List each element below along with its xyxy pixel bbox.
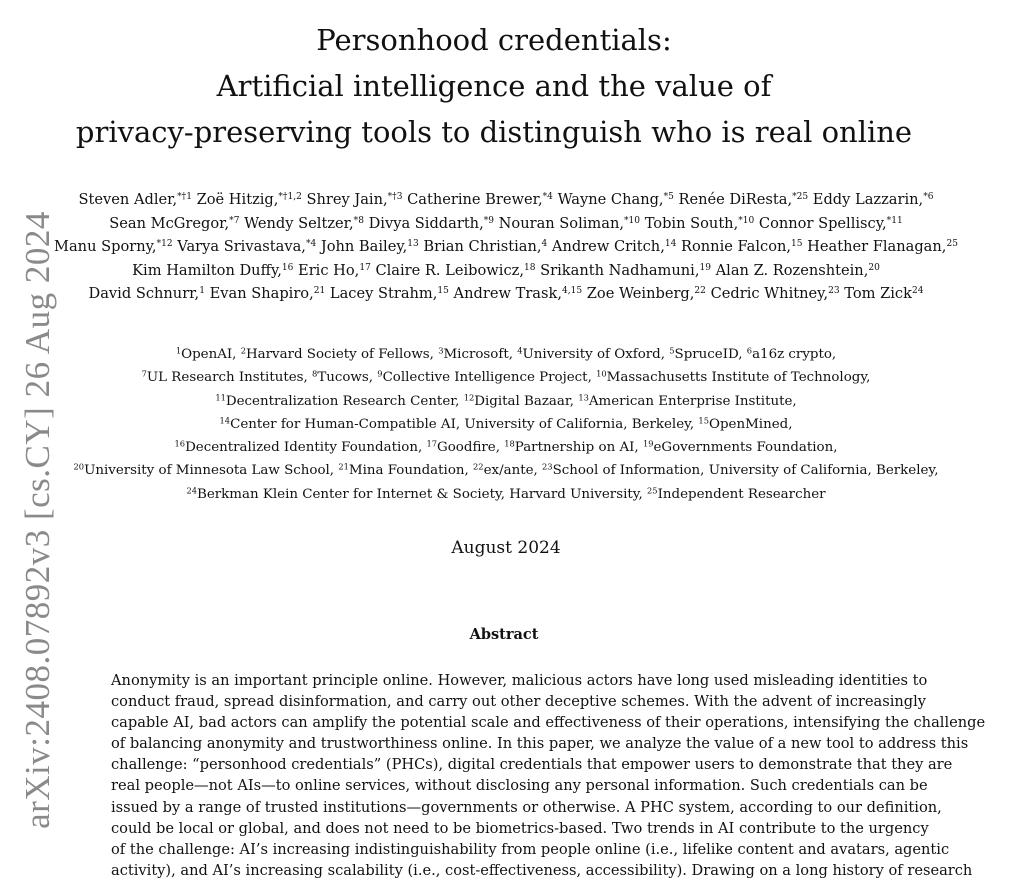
affiliation-name: Berkman Klein Center for Internet & Society, Harvard University, xyxy=(197,486,648,502)
author-name: Eddy Lazzarin, xyxy=(808,191,924,208)
author-affiliation-marker: *†1 xyxy=(177,192,192,203)
affiliation-number: 25 xyxy=(647,485,658,496)
title-line: privacy-preserving tools to distinguish who is real online xyxy=(75,115,913,149)
affiliation-number: 22 xyxy=(473,461,484,472)
author-affiliation-marker: *25 xyxy=(792,192,809,203)
author-affiliation-marker: 16 xyxy=(281,262,294,273)
affiliation-name: Partnership on AI, xyxy=(514,440,643,456)
affiliation-line xyxy=(0,413,1012,436)
affiliation-number: 16 xyxy=(174,438,186,449)
author-name: Srikanth Nadhamuni, xyxy=(535,261,700,279)
author-name: Sean McGregor, xyxy=(109,214,230,232)
author-list xyxy=(0,188,1012,306)
abstract-line: real people—not AIs—to online services, without disclosing any personal information. Such credentials can be xyxy=(111,777,928,795)
abstract-line: challenge: “personhood credentials” (PHCs), digital credentials that empower users to demonstrate that they are xyxy=(111,756,953,774)
author-affiliation-marker: 25 xyxy=(946,239,958,250)
affiliation-name: Decentralization Research Center, xyxy=(225,393,464,409)
affiliation-name: Center for Human-Compatible AI, University of California, Berkeley, xyxy=(230,416,699,432)
affiliation-name: University of Minnesota Law School, xyxy=(84,463,339,479)
affiliation-number: 11 xyxy=(215,392,226,403)
affiliation-name: University of Oxford, xyxy=(522,347,670,362)
author-name: Shrey Jain, xyxy=(301,191,388,208)
author-affiliation-marker: *12 xyxy=(156,239,173,250)
affiliation-line xyxy=(0,459,1012,482)
author-name: Steven Adler, xyxy=(78,191,178,208)
affiliation-name: Harvard Society of Fellows, xyxy=(245,347,439,362)
abstract-heading: Abstract xyxy=(469,626,539,643)
author-affiliation-marker: 4,15 xyxy=(561,286,583,297)
abstract-line: could be local or global, and does not need to be biometrics-based. Two trends in AI contribute to the urgency xyxy=(111,819,929,837)
author-affiliation-marker: *9 xyxy=(483,215,494,226)
author-name: Heather Flanagan, xyxy=(802,238,947,255)
affiliation-number: 14 xyxy=(219,415,231,426)
author-affiliation-marker: *4 xyxy=(305,239,317,250)
affiliation-name: Mina Foundation, xyxy=(348,463,474,479)
author-affiliation-marker: 19 xyxy=(699,262,711,273)
author-line xyxy=(0,188,1012,212)
author-affiliation-marker: 18 xyxy=(523,262,536,273)
affiliation-number: 15 xyxy=(698,415,709,426)
author-affiliation-marker: 15 xyxy=(437,286,449,297)
arxiv-identifier-stamp: arXiv:2408.07892v3 [cs.CY] 26 Aug 2024 xyxy=(18,211,57,829)
abstract-body xyxy=(111,670,986,881)
affiliation-number: 24 xyxy=(186,485,198,496)
author-affiliation-marker: 4 xyxy=(541,239,548,250)
affiliation-number: 10 xyxy=(596,368,607,379)
author-name: Renée DiResta, xyxy=(673,191,793,208)
author-affiliation-marker: 23 xyxy=(828,286,840,297)
author-affiliation-marker: 22 xyxy=(694,286,706,297)
affiliation-name: eGovernments Foundation, xyxy=(653,440,838,456)
author-affiliation-marker: *†1,2 xyxy=(278,192,302,203)
author-name: Tobin South, xyxy=(640,214,739,232)
author-affiliation-marker: *10 xyxy=(624,215,641,226)
author-affiliation-marker: *6 xyxy=(923,192,934,203)
author-name: Cedric Whitney, xyxy=(705,285,829,302)
author-affiliation-marker: *10 xyxy=(738,215,755,226)
author-affiliation-marker: *†3 xyxy=(387,192,403,203)
affiliation-name: OpenAI, xyxy=(181,347,241,362)
author-line xyxy=(0,259,1012,283)
author-name: Wayne Chang, xyxy=(552,191,664,208)
author-name: David Schnurr, xyxy=(88,285,200,302)
affiliation-list xyxy=(0,343,1012,506)
author-name: Claire R. Leibowicz, xyxy=(370,261,524,279)
affiliation-name: School of Information, University of California, Berkeley, xyxy=(552,463,939,479)
affiliation-number: 2 xyxy=(240,345,246,356)
author-affiliation-marker: *7 xyxy=(229,215,240,226)
author-affiliation-marker: 21 xyxy=(313,286,326,297)
affiliation-name: Independent Researcher xyxy=(657,486,826,502)
affiliation-number: 1 xyxy=(175,345,182,356)
affiliation-name: ex/ante, xyxy=(483,463,543,479)
affiliation-name: Microsoft, xyxy=(443,347,518,362)
author-name: Kim Hamilton Duffy, xyxy=(132,261,282,279)
author-name: Catherine Brewer, xyxy=(402,191,543,208)
author-name: Manu Sporny, xyxy=(54,238,157,255)
author-name: Evan Shapiro, xyxy=(204,285,314,302)
affiliation-number: 20 xyxy=(73,461,85,472)
affiliation-number: 21 xyxy=(338,461,349,472)
author-name: Wendy Seltzer, xyxy=(239,214,354,232)
affiliation-number: 4 xyxy=(517,345,523,356)
abstract-line: of balancing anonymity and trustworthiness online. In this paper, we analyze the value of a new tool to address this xyxy=(111,735,969,753)
author-name: Ronnie Falcon, xyxy=(676,238,792,255)
author-line xyxy=(0,235,1012,259)
affiliation-name: American Enterprise Institute, xyxy=(588,393,797,409)
affiliation-name: Collective Intelligence Project, xyxy=(382,370,597,386)
affiliation-number: 8 xyxy=(312,368,318,379)
affiliation-number: 13 xyxy=(578,392,589,403)
author-line xyxy=(0,282,1012,306)
affiliation-name: UL Research Institutes, xyxy=(146,370,313,386)
affiliation-line xyxy=(0,366,1012,389)
author-line xyxy=(0,212,1012,236)
author-name: Andrew Trask, xyxy=(448,285,562,302)
affiliation-name: SpruceID, xyxy=(674,347,747,362)
affiliation-number: 17 xyxy=(426,438,438,449)
affiliation-number: 5 xyxy=(669,345,675,356)
abstract-line: issued by a range of trusted institutions—governments or otherwise. A PHC system, according to our definition, xyxy=(111,798,942,816)
affiliation-name: OpenMined, xyxy=(708,416,793,432)
affiliation-name: Decentralized Identity Foundation, xyxy=(185,440,427,456)
affiliation-line xyxy=(0,483,1012,506)
affiliation-line xyxy=(0,343,1012,366)
affiliation-name: a16z crypto, xyxy=(752,347,837,362)
author-name: Zoë Hitzig, xyxy=(191,191,279,208)
author-affiliation-marker: *5 xyxy=(663,192,674,203)
author-affiliation-marker: 14 xyxy=(664,239,677,250)
author-affiliation-marker: 17 xyxy=(359,262,371,273)
author-name: Tom Zick xyxy=(839,285,912,302)
author-name: Alan Z. Rozenshtein, xyxy=(711,261,869,279)
affiliation-number: 3 xyxy=(438,345,444,356)
affiliation-number: 19 xyxy=(642,438,654,449)
author-affiliation-marker: *4 xyxy=(542,192,553,203)
title-line: Artificial intelligence and the value of xyxy=(216,69,772,103)
abstract-line: Anonymity is an important principle online. However, malicious actors have long used misleading identities to xyxy=(111,672,928,689)
abstract-line: activity), and AI’s increasing scalability (i.e., cost-effectiveness, accessibility). Drawing on a long history of research xyxy=(111,861,973,879)
affiliation-number: 12 xyxy=(463,392,475,403)
author-affiliation-marker: *8 xyxy=(353,215,364,226)
affiliation-name: Goodfire, xyxy=(437,440,505,456)
affiliation-number: 9 xyxy=(377,368,383,379)
abstract-line: conduct fraud, spread disinformation, and carry out other deceptive schemes. With the advent of increasingly xyxy=(111,693,927,711)
affiliation-line xyxy=(0,436,1012,459)
author-name: Eric Ho, xyxy=(293,261,360,279)
affiliation-name: Massachusetts Institute of Technology, xyxy=(606,370,871,386)
author-name: Brian Christian, xyxy=(418,238,542,255)
publication-date: August 2024 xyxy=(451,538,561,558)
affiliation-number: 7 xyxy=(141,368,147,379)
author-name: Andrew Critch, xyxy=(547,238,665,255)
author-name: Lacey Strahm, xyxy=(325,285,438,302)
title-line: Personhood credentials: xyxy=(316,23,672,57)
affiliation-line xyxy=(0,390,1012,413)
author-affiliation-marker: 20 xyxy=(868,262,880,273)
author-name: Nouran Soliman, xyxy=(494,214,625,232)
author-name: John Bailey, xyxy=(316,238,408,255)
author-name: Divya Siddarth, xyxy=(363,214,484,232)
author-name: Zoe Weinberg, xyxy=(582,285,695,302)
affiliation-name: Tucows, xyxy=(317,370,378,386)
affiliation-number: 23 xyxy=(542,461,553,472)
author-affiliation-marker: 15 xyxy=(791,239,803,250)
affiliation-number: 18 xyxy=(504,438,515,449)
abstract-line: of the challenge: AI’s increasing indistinguishability from people online (i.e., lifelike content and avatars, agentic xyxy=(111,840,950,858)
affiliation-number: 6 xyxy=(746,345,753,356)
author-name: Varya Srivastava, xyxy=(172,238,306,255)
author-affiliation-marker: 24 xyxy=(911,286,924,297)
abstract-line: capable AI, bad actors can amplify the potential scale and effectiveness of their operations, intensifying the challenge xyxy=(111,714,986,732)
affiliation-name: Digital Bazaar, xyxy=(474,393,579,409)
paper-title xyxy=(0,17,988,155)
author-affiliation-marker: 1 xyxy=(199,286,205,297)
author-affiliation-marker: *11 xyxy=(886,215,903,226)
author-name: Connor Spelliscy, xyxy=(754,214,887,232)
author-affiliation-marker: 13 xyxy=(407,239,419,250)
